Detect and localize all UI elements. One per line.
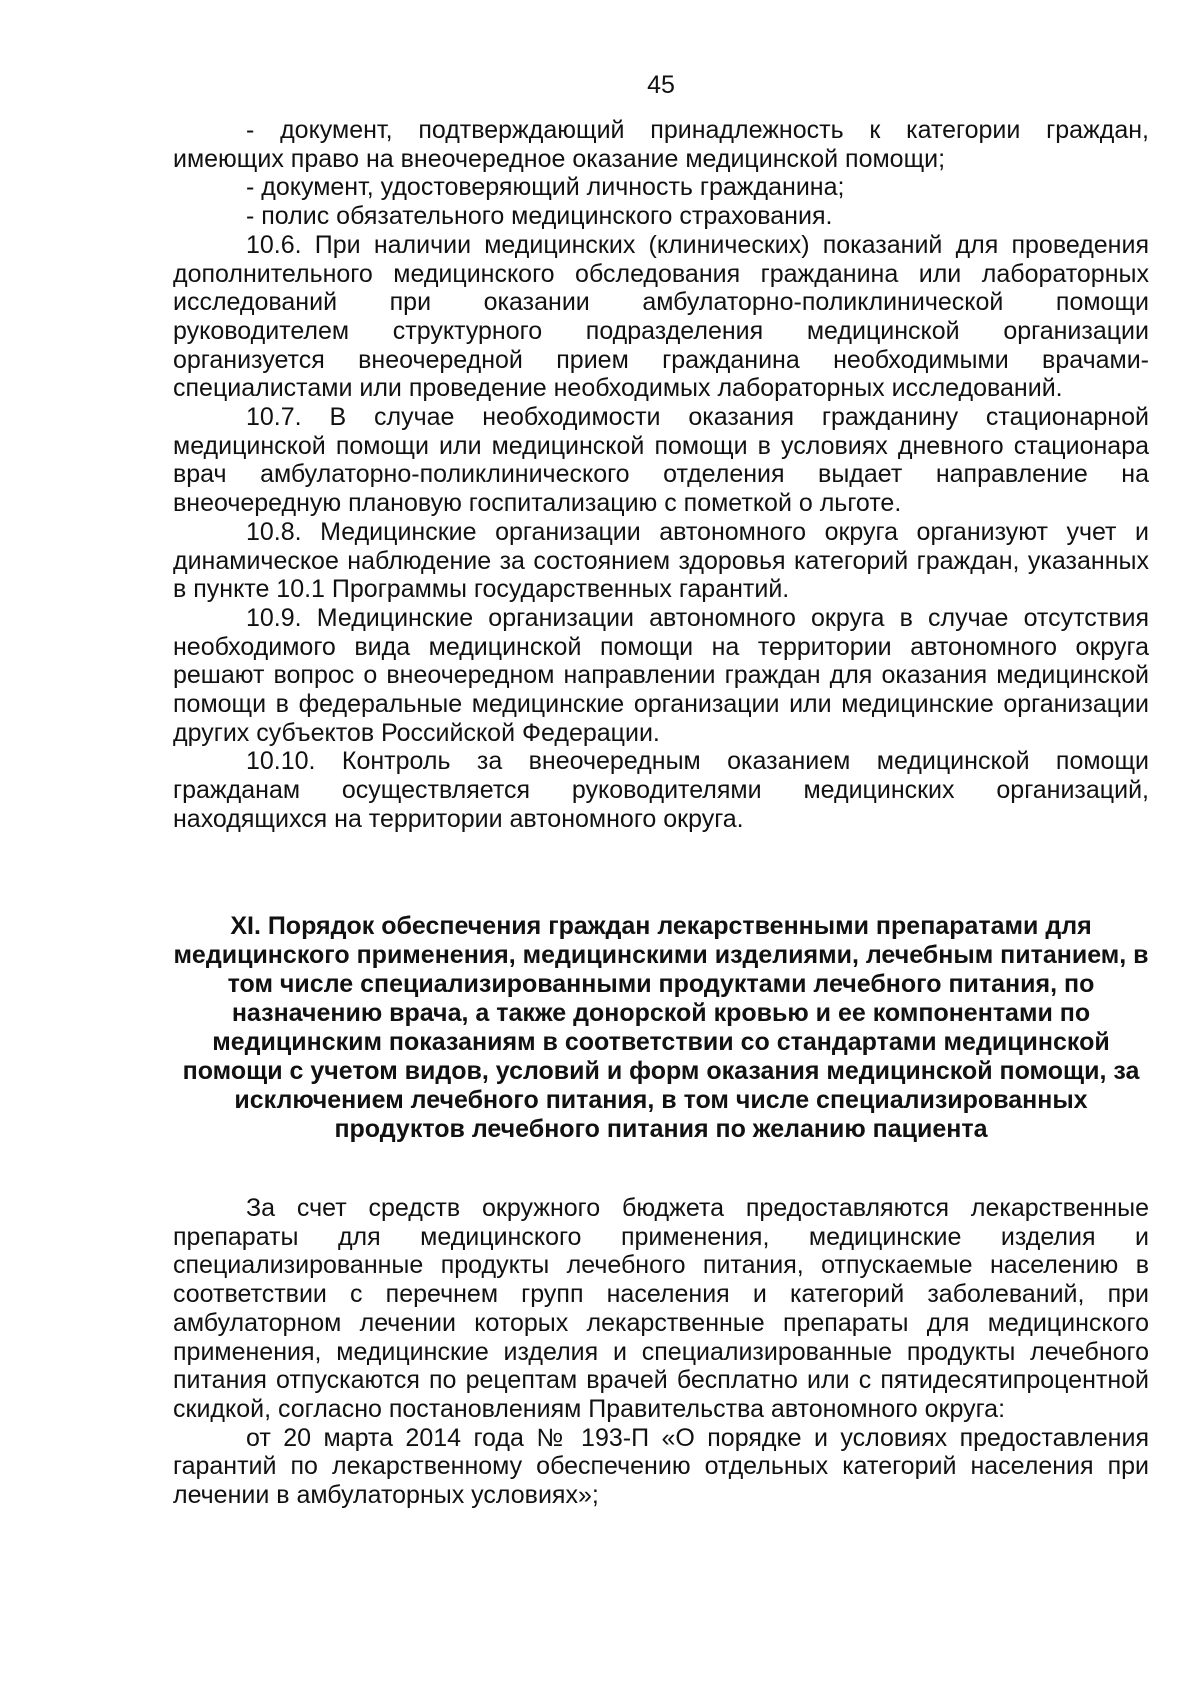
paragraph-10-9: 10.9. Медицинские организации автономного округа в случае отсутствия необходимого вида медицинской помощи на территории автономного округа решают вопрос о внеочередном направлении граждан для оказания медицинской помощи в федеральные медицинские организации или медицинские организации других субъектов Российской Федерации. [173, 603, 1149, 747]
section-heading: XI. Порядок обеспечения граждан лекарственными препаратами для медицинского применения, медицинскими изделиями, лечебным питанием, в том числе специализированными продуктами лечебного питания, по назначению врача, а также донорской кровью и ее компонентами по медицинским показаниям в соответствии со стандартами медицинской помощи с учетом видов, условий и форм оказания медицинской помощи, за исключением лечебного питания, в том числе специализированных продуктов лечебного питания по желанию пациента [173, 912, 1149, 1143]
paragraph-document-category: - документ, подтверждающий принадлежность к категории граждан, имеющих право на внеочередное оказание медицинской помощи; [173, 116, 1149, 173]
paragraph-resolution-193: от 20 марта 2014 года № 193-П «О порядке и условиях предоставления гарантий по лекарственному обеспечению отдельных категорий населения при лечении в амбулаторных условиях»; [173, 1423, 1149, 1510]
paragraph-document-identity: - документ, удостоверяющий личность гражданина; [246, 173, 845, 202]
top-paragraphs [173, 116, 1149, 834]
page-number: 45 [647, 71, 675, 99]
paragraph-10-7: 10.7. В случае необходимости оказания гражданину стационарной медицинской помощи или медицинской помощи в условиях дневного стационара врач амбулаторно-поликлинического отделения выдает направление на внеочередную плановую госпитализацию с пометкой о льготе. [173, 403, 1149, 518]
paragraph-insurance-policy: - полис обязательного медицинского страхования. [246, 202, 833, 231]
paragraph-10-10: 10.10. Контроль за внеочередным оказанием медицинской помощи гражданам осуществляется руководителями медицинских организаций, находящихся на территории автономного округа. [173, 747, 1149, 833]
paragraph-10-6: 10.6. При наличии медицинских (клинических) показаний для проведения дополнительного медицинского обследования гражданина или лабораторных исследований при оказании амбулаторно-поликлинической помощи руководителем структурного подразделения медицинской организации организуется внеочередной прием гражданина необходимыми врачами-специалистами или проведение необходимых лабораторных исследований. [173, 230, 1149, 403]
bottom-paragraphs [173, 1194, 1149, 1510]
paragraph-10-8: 10.8. Медицинские организации автономного округа организуют учет и динамическое наблюдение за состоянием здоровья категорий граждан, указанных в пункте 10.1 Программы государственных гарантий. [173, 517, 1149, 604]
paragraph-budget-provision: За счет средств окружного бюджета предоставляются лекарственные препараты для медицинского применения, медицинские изделия и специализированные продукты лечебного питания, отпускаемые населению в соответствии с перечнем групп населения и категорий заболеваний, при амбулаторном лечении которых лекарственные препараты для медицинского применения, медицинские изделия и специализированные продукты лечебного питания отпускаются по рецептам врачей бесплатно или с пятидесятипроцентной скидкой, согласно постановлениям Правительства автономного округа: [173, 1194, 1149, 1423]
